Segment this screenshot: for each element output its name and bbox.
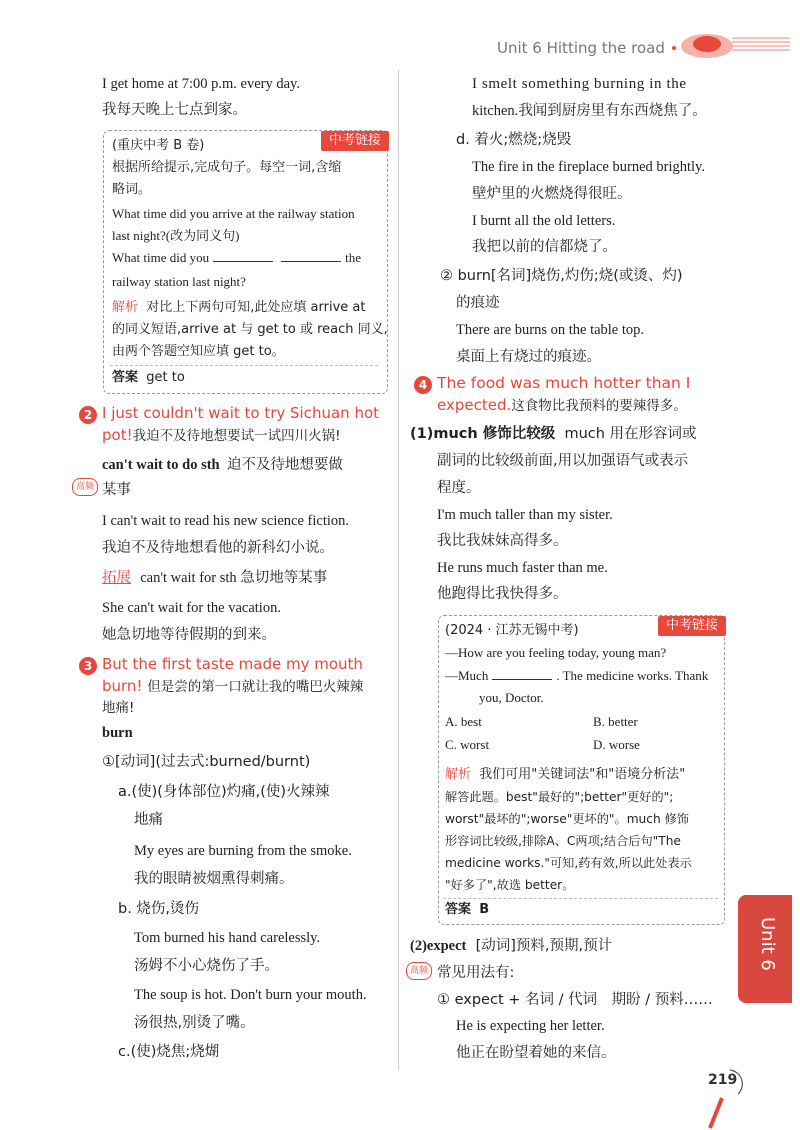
option-a: A. best [445, 714, 482, 729]
box2-answer: 答案 B [445, 902, 490, 917]
intro-cn: 我每天晚上七点到家。 [102, 102, 247, 118]
box1-q4: railway station last night? [112, 274, 246, 289]
burn-d-en1: The fire in the fireplace burned brightly. [472, 159, 705, 175]
box1-q3: What time did you the [112, 247, 361, 269]
s2-extension: 拓展 can't wait for sth 急切地等某事 [102, 570, 328, 586]
much-cn1: 我比我妹妹高得多。 [437, 533, 568, 549]
unit-side-tab-label: Unit 6 [757, 917, 778, 971]
box2-analysis-4: 形容词比较级,排除A、C两项;结合后句"The [445, 834, 681, 848]
box2-analysis-6: "好多了",故选 better。 [445, 878, 575, 892]
high-frequency-icon: 高频 [72, 478, 98, 496]
box2-analysis: 解析 我们可用"关键词法"和"语境分析法" [445, 767, 686, 782]
box2-q2: —Much . The medicine works. Thank [445, 665, 708, 687]
exam-link-box-1 [103, 130, 388, 394]
burn-2-en: There are burns on the table top. [456, 322, 645, 338]
box1-analysis-2: 的同义短语,arrive at 与 get to 或 reach 同义, [112, 322, 388, 337]
burn-def-d: d. 着火;燃烧;烧毁 [456, 132, 572, 148]
box2-analysis-2: 解答此题。best"最好的";better"更好的"; [445, 790, 674, 804]
section-number-3: 3 [79, 657, 97, 675]
section-2-heading-2: pot!我迫不及待地想要试一试四川火锅! [102, 426, 341, 444]
burn-a-en: My eyes are burning from the smoke. [134, 843, 352, 859]
box2-q3: you, Doctor. [479, 690, 544, 705]
page-corner-ornament-icon [700, 1068, 760, 1130]
phrase-cn-2: 某事 [102, 482, 131, 498]
burn-d-cn2: 我把以前的信都烧了。 [472, 239, 617, 255]
burn-d-cn1: 壁炉里的火燃烧得很旺。 [472, 186, 632, 202]
section-number-2: 2 [79, 406, 97, 424]
answer-blank [213, 247, 273, 262]
much-desc-3: 程度。 [437, 480, 481, 496]
box1-instr2: 略词。 [112, 182, 152, 197]
s2-example-cn: 我迫不及待地想看他的新科幻小说。 [102, 540, 334, 556]
box1-answer: 答案 get to [112, 370, 185, 385]
box1-analysis-3: 由两个答题空知应填 get to。 [112, 344, 285, 359]
expect-en: He is expecting her letter. [456, 1018, 605, 1034]
box2-analysis-3: worst"最坏的";worse"更坏的"。much 修饰 [445, 812, 689, 826]
s2-example2-en: She can't wait for the vacation. [102, 600, 281, 616]
burn-def-1: ①[动词](过去式:burned/burnt) [102, 754, 311, 770]
exam-link-tag: 中考链接 [658, 616, 726, 636]
burn-b-cn2: 汤很热,别烫了嘴。 [134, 1015, 255, 1031]
much-en1: I'm much taller than my sister. [437, 507, 613, 523]
s2-example-en: I can't wait to read his new science fiction. [102, 513, 350, 529]
option-b: B. better [593, 714, 638, 729]
burn-2-cn: 桌面上有烧过的痕迹。 [456, 349, 601, 365]
column-divider [398, 70, 399, 1070]
expect-common: 常见用法有: [437, 965, 515, 981]
section-3-heading-2: burn! 但是尝的第一口就让我的嘴巴火辣辣 [102, 677, 364, 695]
box1-q1: What time did you arrive at the railway station [112, 206, 355, 221]
burn-def-a2: 地痛 [134, 812, 163, 828]
section-4-heading-2: expected.这食物比我预料的要辣得多。 [437, 396, 687, 414]
phrase-cant-wait: can't wait to do sth 迫不及待地想要做 [102, 457, 343, 473]
s2-example2-cn: 她急切地等待假期的到来。 [102, 627, 276, 643]
high-frequency-icon: 高频 [406, 962, 432, 980]
burn-c-en2: kitchen.我闻到厨房里有东西烧焦了。 [472, 103, 707, 119]
much-title: (1)much 修饰比较级 much 用在形容词或 [410, 426, 697, 442]
answer-blank [492, 665, 552, 680]
burn-b-en2: The soup is hot. Don't burn your mouth. [134, 987, 367, 1003]
section-3-heading-3: 地痛! [102, 700, 135, 716]
exam-link-box-2 [438, 615, 725, 925]
expect-use-1: ① expect + 名词 / 代词 期盼 / 预料…… [437, 992, 713, 1008]
section-3-heading: But the first taste made my mouth [102, 655, 363, 673]
unit-header: Unit 6 Hitting the road [497, 39, 665, 57]
burn-def-b: b. 烧伤,烫伤 [118, 901, 200, 917]
burn-def-2: ② burn[名词]烧伤,灼伤;烧(或烫、灼) [440, 268, 683, 284]
much-desc-2: 副词的比较级前面,用以加强语气或表示 [437, 453, 689, 469]
much-cn2: 他跑得比我快得多。 [437, 586, 568, 602]
intro-en: I get home at 7:00 p.m. every day. [102, 76, 300, 92]
box2-analysis-5: medicine works."可知,药有效,所以此处表示 [445, 856, 692, 870]
box1-instr1: 根据所给提示,完成句子。每空一词,含缩 [112, 160, 342, 175]
box1-analysis: 解析 对比上下两句可知,此处应填 arrive at [112, 300, 366, 315]
option-d: D. worse [593, 737, 640, 752]
expect-title: (2)expect [动词]预料,预期,预计 [410, 938, 613, 954]
burn-def-a: a.(使)(身体部位)灼痛,(使)火辣辣 [118, 784, 330, 800]
box2-source: (2024 · 江苏无锡中考) [445, 623, 579, 638]
box1-source: (重庆中考 B 卷) [112, 138, 205, 153]
burn-b-cn1: 汤姆不小心烧伤了手。 [134, 958, 279, 974]
word-burn: burn [102, 725, 133, 741]
header-ornament-icon [662, 26, 792, 62]
burn-def-c: c.(使)烧焦;烧煳 [118, 1044, 220, 1060]
unit-side-tab [738, 895, 792, 1003]
burn-b-en1: Tom burned his hand carelessly. [134, 930, 321, 946]
section-2-heading: I just couldn't wait to try Sichuan hot [102, 404, 380, 422]
burn-def-2b: 的痕迹 [456, 295, 500, 311]
answer-blank [281, 247, 341, 262]
burn-a-cn: 我的眼睛被烟熏得刺痛。 [134, 871, 294, 887]
page-number: 219 [708, 1072, 738, 1088]
exam-link-tag: 中考链接 [321, 131, 389, 151]
expect-cn: 他正在盼望着她的来信。 [456, 1045, 616, 1061]
option-c: C. worst [445, 737, 490, 752]
section-4-heading: The food was much hotter than I [437, 374, 691, 392]
much-en2: He runs much faster than me. [437, 560, 608, 576]
burn-d-en2: I burnt all the old letters. [472, 213, 616, 229]
burn-c-en: I smelt something burning in the [472, 76, 687, 92]
box2-q1: —How are you feeling today, young man? [445, 645, 667, 660]
section-number-4: 4 [414, 376, 432, 394]
box1-q2: last night?(改为同义句) [112, 228, 240, 243]
